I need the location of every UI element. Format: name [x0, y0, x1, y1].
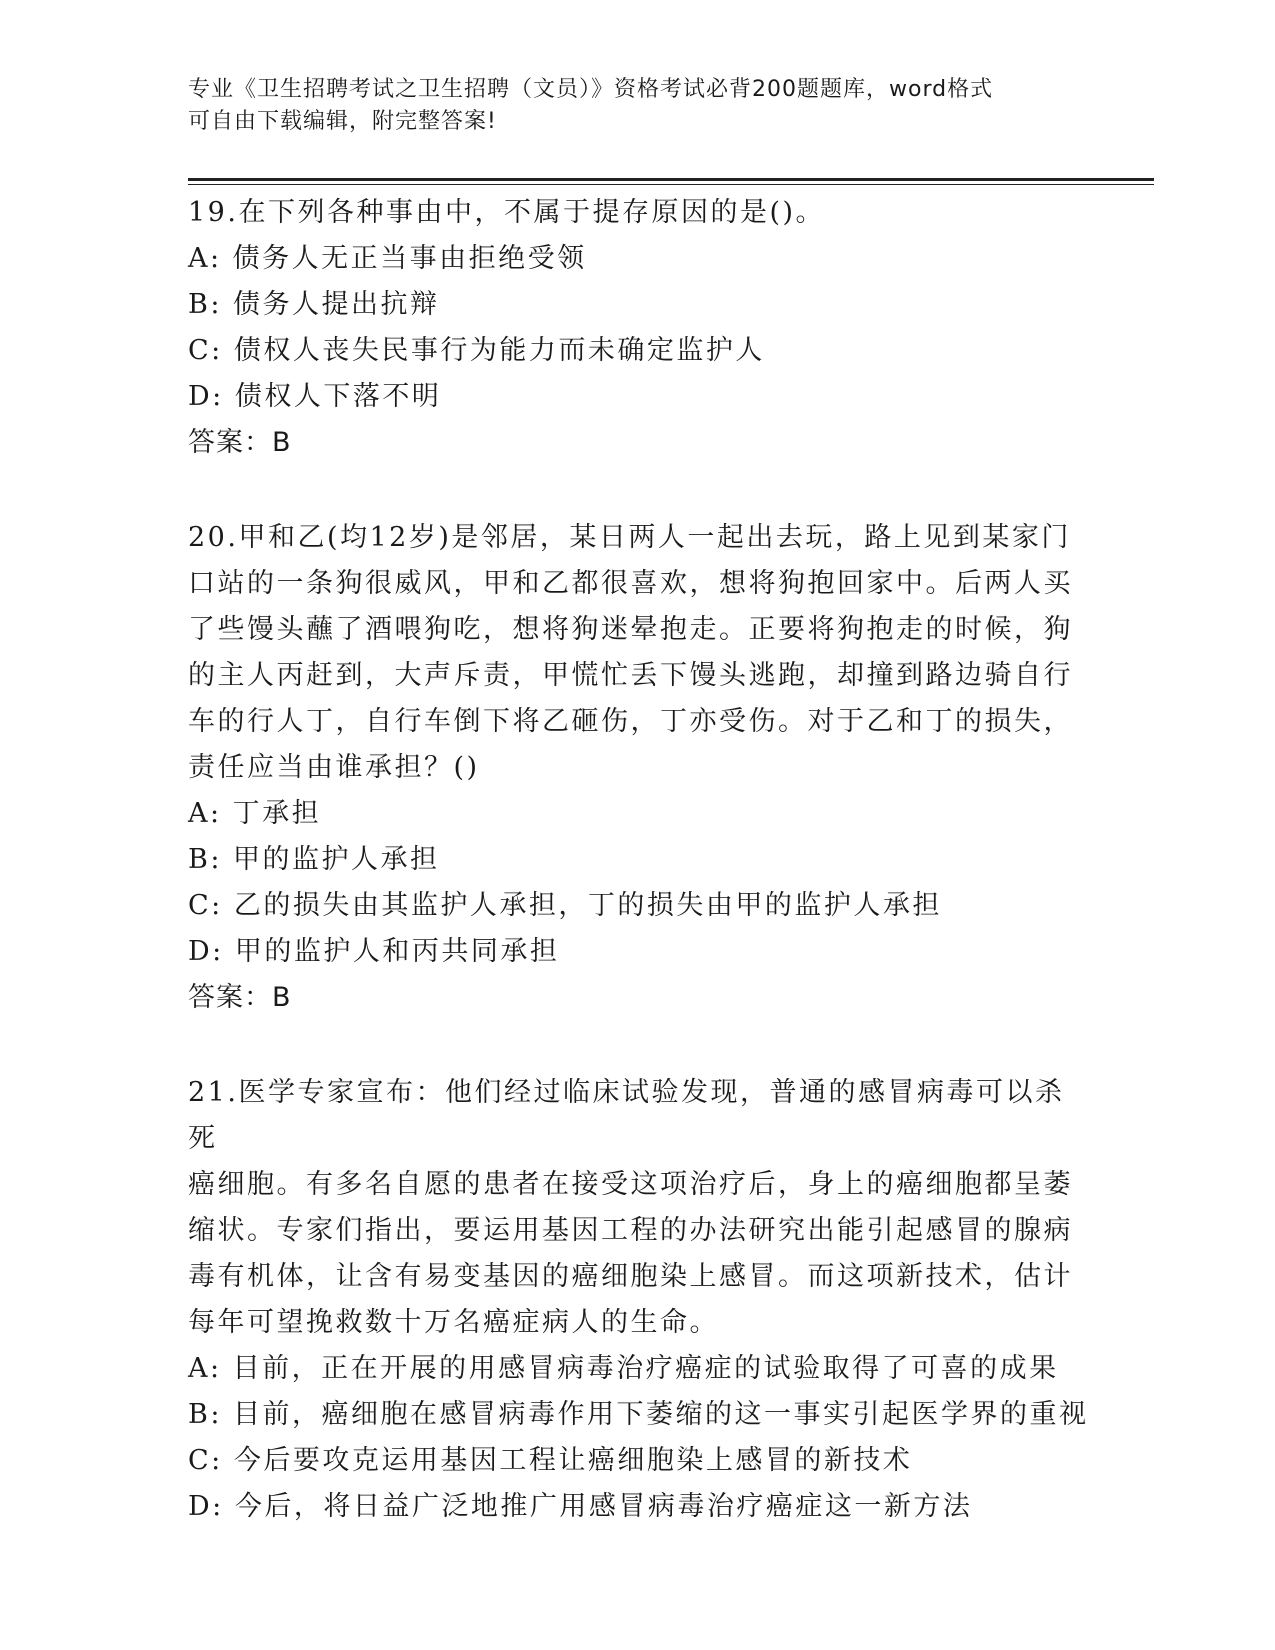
option-a: A: 丁承担 — [188, 798, 322, 829]
question-stem-line: 了些馒头蘸了酒喂狗吃，想将狗迷晕抱走。正要将狗抱走的时候，狗 — [188, 614, 1073, 645]
answer-label: 答案：B — [188, 427, 292, 458]
option-c: C: 今后要攻克运用基因工程让癌细胞染上感冒的新技术 — [188, 1445, 913, 1476]
question-19 — [188, 190, 1088, 466]
option-c: C: 乙的损失由其监护人承担，丁的损失由甲的监护人承担 — [188, 890, 942, 921]
option-d: D: 甲的监护人和丙共同承担 — [188, 936, 560, 967]
question-stem-line: 20.甲和乙(均12岁)是邻居，某日两人一起出去玩，路上见到某家门 — [188, 522, 1071, 553]
header-divider-thick — [188, 178, 1154, 181]
question-stem-line: 21.医学专家宣布：他们经过临床试验发现，普通的感冒病毒可以杀死 — [188, 1077, 1065, 1154]
question-stem-line: 缩状。专家们指出，要运用基因工程的办法研究出能引起感冒的腺病 — [188, 1215, 1073, 1246]
option-d: D: 今后，将日益广泛地推广用感冒病毒治疗癌症这一新方法 — [188, 1491, 973, 1522]
question-stem-line: 车的行人丁，自行车倒下将乙砸伤，丁亦受伤。对于乙和丁的损失， — [188, 706, 1073, 737]
option-c: C: 债权人丧失民事行为能力而未确定监护人 — [188, 335, 765, 366]
question-stem-line: 癌细胞。有多名自愿的患者在接受这项治疗后，身上的癌细胞都呈萎 — [188, 1169, 1073, 1200]
option-d: D: 债权人下落不明 — [188, 381, 442, 412]
header-divider-thin — [188, 184, 1154, 185]
question-list — [188, 190, 1088, 1579]
question-20 — [188, 515, 1088, 1021]
option-b: B: 债务人提出抗辩 — [188, 289, 440, 320]
header-line-2: 可自由下载编辑，附完整答案! — [188, 109, 497, 134]
option-a: A: 目前，正在开展的用感冒病毒治疗癌症的试验取得了可喜的成果 — [188, 1353, 1059, 1384]
question-stem-line: 每年可望挽救数十万名癌症病人的生命。 — [188, 1307, 719, 1338]
option-b: B: 甲的监护人承担 — [188, 844, 440, 875]
document-header — [188, 74, 1068, 138]
question-stem-line: 毒有机体，让含有易变基因的癌细胞染上感冒。而这项新技术，估计 — [188, 1261, 1073, 1292]
option-a: A: 债务人无正当事由拒绝受领 — [188, 243, 587, 274]
question-stem: 19.在下列各种事由中，不属于提存原因的是()。 — [188, 197, 826, 228]
question-stem-line: 责任应当由谁承担？() — [188, 752, 480, 783]
header-line-1: 专业《卫生招聘考试之卫生招聘（文员）》资格考试必背200题题库，word格式 — [188, 77, 994, 102]
option-b: B: 目前，癌细胞在感冒病毒作用下萎缩的这一事实引起医学界的重视 — [188, 1399, 1089, 1430]
question-stem-line: 口站的一条狗很威风，甲和乙都很喜欢，想将狗抱回家中。后两人买 — [188, 568, 1073, 599]
answer-label: 答案：B — [188, 982, 292, 1013]
question-stem-line: 的主人丙赶到，大声斥责，甲慌忙丢下馒头逃跑，却撞到路边骑自行 — [188, 660, 1073, 691]
question-21 — [188, 1070, 1088, 1530]
